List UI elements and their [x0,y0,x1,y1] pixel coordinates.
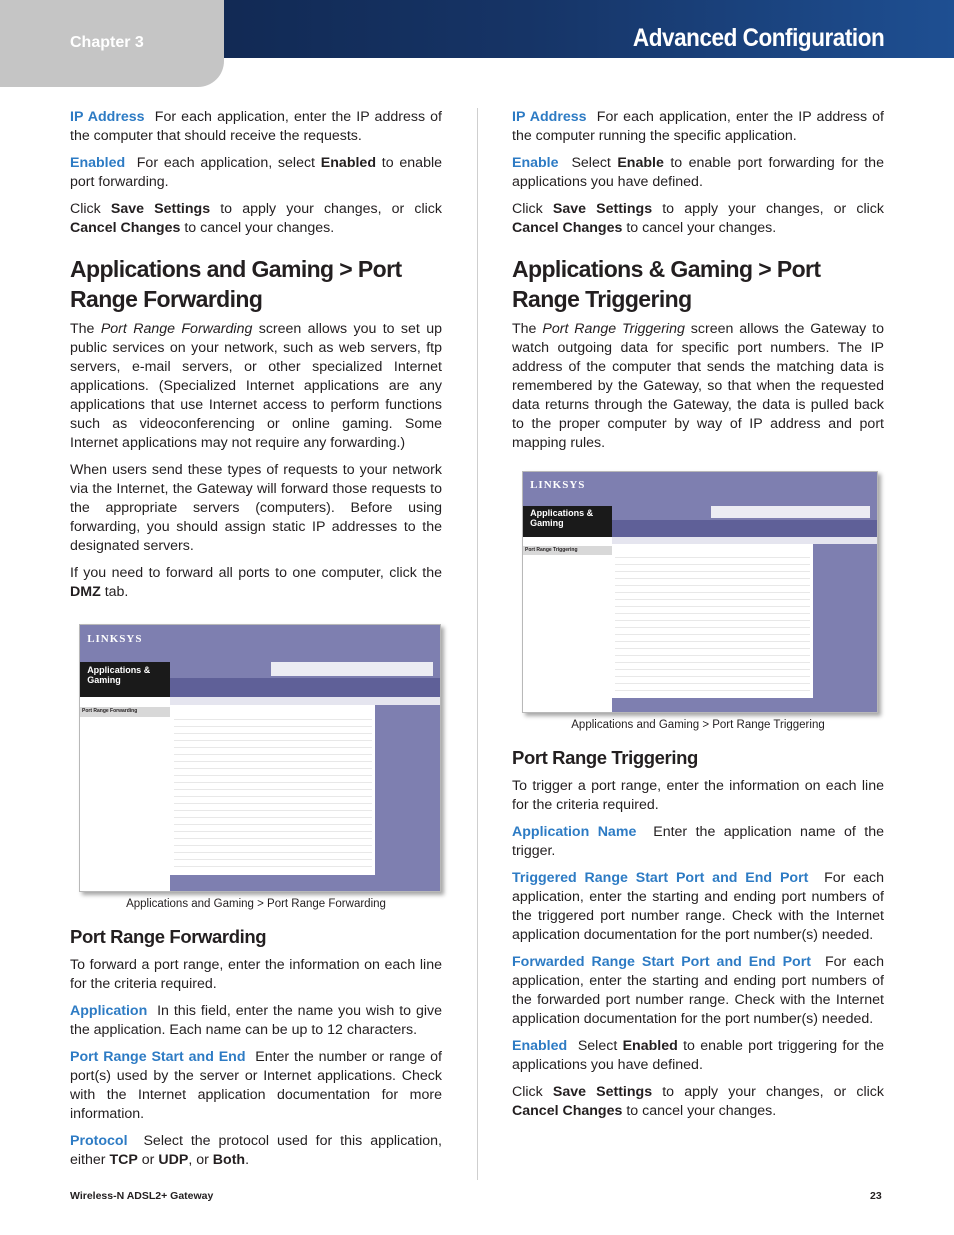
text: Click [512,201,543,217]
paragraph [512,108,884,146]
screenshot-help-panel [375,705,440,875]
term: Triggered Range Start Port and End Port [512,870,809,886]
text: The [512,321,537,337]
paragraph [512,320,884,453]
text: Port Range Forwarding [100,321,253,337]
text: DMZ [70,584,101,600]
text: to apply your changes, or click [662,201,884,217]
screenshot-table [615,551,810,693]
text: to cancel your changes. [626,1103,777,1119]
text: screen allows you to set up public services on your network, such as web servers, ftp servers, e-mail servers, or other specialized Internet applications. (Specialized Internet applications are any applications that use Internet access to perform functions such as videoconferencing or online gaming. Some Internet applications may not require any forwarding.) [70,321,442,451]
paragraph [512,823,884,861]
term: Application [70,1003,148,1019]
text: For each application, enter the starting and ending port numbers of the triggered port number range. Check with the Internet application documentation for the port number(s) needed. [512,870,884,943]
paragraph [70,154,442,192]
column-divider [477,108,478,1180]
paragraph [70,108,442,146]
text: Enter the application name of the trigger. [512,824,884,859]
text: screen allows the Gateway to watch outgoing data for specific port numbers. The IP address of the computer that sends the matching data is remembered by the Gateway, so that when the requested data returns through the Gateway, the data is pulled back to the proper computer by way of IP address and port mapping rules. [512,321,884,451]
text: to cancel your changes. [626,220,777,236]
text: Enable [617,155,664,171]
text: Enabled [622,1038,678,1054]
text: Save Settings [552,1084,653,1100]
term: IP Address [512,109,587,125]
screenshot-left-panel [523,544,612,698]
text: Click [70,201,101,217]
screenshot-footer [612,698,878,712]
screenshot-panel-label: Port Range Triggering [523,546,612,554]
text: Port Range Triggering [542,321,685,337]
screenshot-panel-label: Port Range Forwarding [80,707,170,716]
text: For each application, enter the IP address of the computer running the specific application. [512,109,884,144]
screenshot-product-bar [711,506,870,518]
screenshot-left-panel [80,705,170,875]
paragraph: To trigger a port range, enter the information on each line for the criteria required. [512,778,884,813]
paragraph [70,564,442,602]
text: Cancel Changes [512,1103,623,1119]
text: Enabled [320,155,376,171]
paragraph [512,869,884,945]
paragraph [70,320,442,453]
paragraph [70,1002,442,1040]
text: Select the protocol used for this application, either [70,1133,442,1168]
screenshot-table [174,713,372,870]
text: to apply your changes, or click [220,201,442,217]
paragraph [512,1037,884,1075]
port-range-triggering-screenshot [522,471,878,713]
linksys-logo: LINKSYS [87,632,143,645]
screenshot-subnav [170,697,440,705]
term: Enable [512,155,559,171]
term: Enabled [512,1038,568,1054]
text: to enable port forwarding. [70,155,442,190]
footer-product: Wireless-N ADSL2+ Gateway [70,1190,214,1202]
paragraph: When users send these types of requests to your network via the Internet, the Gateway will forward those requests to the appropriate servers (computers). Before using forwarding, you should assign static IP addresses to the designated servers. [70,462,442,554]
screenshot-nav [170,678,440,697]
right-column [512,108,884,1129]
term: Forwarded Range Start Port and End Port [512,954,811,970]
text: Cancel Changes [70,220,181,236]
text: If you need to forward all ports to one computer, click the [70,565,442,581]
text: The [70,321,95,337]
port-range-forwarding-screenshot [79,624,441,892]
text: to enable port forwarding for the applications you have defined. [512,155,884,190]
screenshot-nav [612,520,878,537]
text: Click [512,1084,543,1100]
left-column [70,108,442,1178]
text: Save Settings [110,201,211,217]
section-heading: Applications & Gaming > Port Range Triggering [512,256,821,312]
paragraph: To forward a port range, enter the information on each line for the criteria required. [70,957,442,992]
term: IP Address [70,109,145,125]
text: In this field, enter the name you wish to give the application. Each name can be up to 12 characters. [70,1003,442,1038]
text: For each application, select [136,155,315,171]
subsection-heading: Port Range Forwarding [70,926,267,947]
text: to cancel your changes. [184,220,335,236]
text: tab. [104,584,129,600]
term: Port Range Start and End [70,1049,246,1065]
text: For each application, enter the IP address of the computer that should receive the requests. [70,109,442,144]
text: UDP [158,1152,189,1168]
paragraph [512,200,884,238]
screenshot-footer [170,875,440,891]
text: or [141,1152,155,1168]
paragraph [512,1083,884,1121]
text: Enter the number or range of port(s) used by the server or Internet applications. Check with the Internet application documentation for more information. [70,1049,442,1122]
paragraph [512,953,884,1029]
screenshot-subnav [612,537,878,544]
text: Select [577,1038,618,1054]
text: . [245,1152,250,1168]
text: Cancel Changes [512,220,623,236]
text: Both [212,1152,246,1168]
paragraph [512,154,884,192]
screenshot-section-label: Applications & Gaming [530,508,594,528]
text: , or [188,1152,209,1168]
text: to enable port triggering for the applications you have defined. [512,1038,884,1073]
figure-caption: Applications and Gaming > Port Range Triggering [571,719,825,731]
paragraph [70,200,442,238]
subsection-heading: Port Range Triggering [512,747,698,768]
page-title: Advanced Configuration [632,24,884,52]
text: For each application, enter the starting and ending port numbers of the forwarded port number range. Check with the Internet application documentation for the port number(s) needed. [512,954,884,1027]
section-heading: Applications and Gaming > Port Range Forwarding [70,256,402,312]
screenshot-product-bar [271,662,433,675]
linksys-logo: LINKSYS [530,479,586,492]
page-number: 23 [870,1190,882,1202]
screenshot-section-label: Applications & Gaming [87,664,151,685]
paragraph [70,1132,442,1170]
text: Save Settings [552,201,653,217]
chapter-label: Chapter 3 [70,34,144,51]
term: Application Name [512,824,637,840]
screenshot-help-panel [813,544,877,698]
term: Enabled [70,155,126,171]
text: Select [571,155,611,171]
text: TCP [109,1152,138,1168]
term: Protocol [70,1133,128,1149]
figure-caption: Applications and Gaming > Port Range Forwarding [126,898,386,910]
paragraph [70,1048,442,1124]
text: to apply your changes, or click [662,1084,884,1100]
